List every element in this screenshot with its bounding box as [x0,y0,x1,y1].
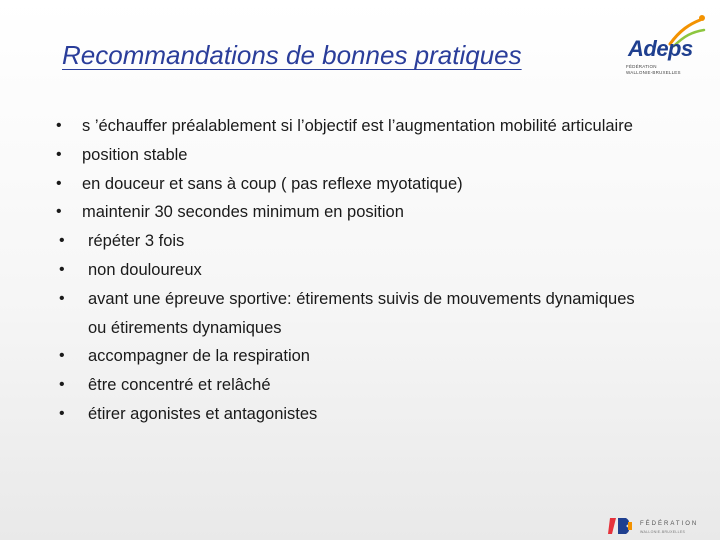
bullet-dot-icon: • [59,376,65,394]
bullet-item [56,400,646,429]
bullet-dot-icon: • [59,289,65,307]
federation-sublabel: WALLONIE-BRUXELLES [640,530,686,534]
adeps-wordmark: Adeps [628,36,693,61]
bullet-text: position stable [82,145,188,164]
federation-emblem-icon [606,514,636,538]
federation-logo [606,514,712,538]
bullet-dot-icon: • [59,260,65,278]
bullet-dot-icon: • [59,404,65,422]
bullet-item [56,285,646,343]
bullet-item [56,198,646,227]
bullet-item [56,112,646,141]
federation-label: FÉDÉRATION [640,521,699,527]
bullet-text: accompagner de la respiration [88,347,310,366]
slide-title: Recommandations de bonnes pratiques [62,40,522,70]
bullet-text: non douloureux [88,260,202,279]
bullet-dot-icon: • [59,232,65,250]
adeps-tagline-2: WALLONIE-BRUXELLES [626,70,681,75]
bullet-dot-icon: • [59,347,65,365]
bullet-item [56,141,646,170]
bullet-text: maintenir 30 secondes minimum en position [82,203,404,222]
bullet-text: en douceur et sans à coup ( pas reflexe myotatique) [82,174,463,193]
bullet-text: être concentré et relâché [88,376,271,395]
bullet-dot-icon: • [56,203,62,221]
bullet-item [56,170,646,199]
bullet-item [56,342,646,371]
bullet-text: répéter 3 fois [88,232,185,251]
bullet-item [56,256,646,285]
adeps-tagline-1: FÉDÉRATION [626,64,657,69]
bullet-list [56,112,646,429]
bullet-dot-icon: • [56,174,62,192]
bullet-text: avant une épreuve sportive: étirements suivis de mouvements dynamiques ou étirements dynamiques [88,289,635,337]
bullet-item [56,371,646,400]
bullet-dot-icon: • [56,145,62,163]
bullet-item [56,227,646,256]
bullet-text: étirer agonistes et antagonistes [88,404,318,423]
bullet-dot-icon: • [56,117,62,134]
bullet-text: s ’échauffer préalablement si l’objectif est l’augmentation mobilité articulaire [82,117,633,135]
adeps-logo [620,10,712,75]
